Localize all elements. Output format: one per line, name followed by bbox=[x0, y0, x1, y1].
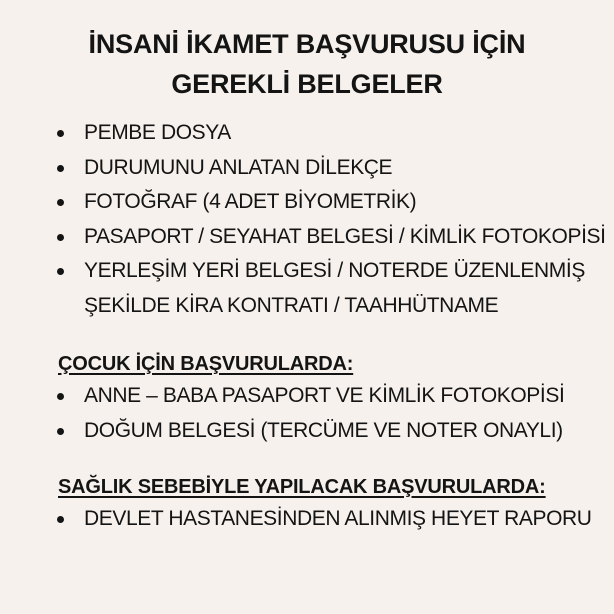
list-item-text: YERLEŞİM YERİ BELGESİ / NOTERDE ÜZENLENMİŞ ŞEKİLDE KİRA KONTRATI / TAAHHÜTNAME bbox=[84, 259, 585, 317]
health-documents-list bbox=[0, 502, 614, 537]
bullet-icon bbox=[57, 268, 64, 275]
bullet-icon bbox=[57, 165, 64, 172]
bullet-icon bbox=[57, 234, 64, 241]
child-section-heading: ÇOCUK İÇİN BAŞVURULARDA: bbox=[58, 353, 354, 375]
bullet-icon bbox=[57, 130, 64, 137]
list-item bbox=[0, 116, 614, 151]
list-item bbox=[0, 254, 614, 323]
list-item-text: DOĞUM BELGESİ (TERCÜME VE NOTER ONAYLI) bbox=[84, 418, 563, 442]
child-documents-list bbox=[0, 379, 614, 448]
required-documents-list bbox=[0, 116, 614, 323]
list-item-text: DEVLET HASTANESİNDEN ALINMIŞ HEYET RAPORU bbox=[84, 507, 592, 530]
health-section-heading: SAĞLIK SEBEBİYLE YAPILACAK BAŞVURULARDA: bbox=[58, 476, 546, 498]
list-item-text: PASAPORT / SEYAHAT BELGESİ / KİMLİK FOTOKOPİSİ bbox=[84, 224, 606, 248]
list-item-text: ANNE – BABA PASAPORT VE KİMLİK FOTOKOPİSİ bbox=[84, 384, 565, 407]
list-item-text: PEMBE DOSYA bbox=[84, 121, 231, 144]
bullet-icon bbox=[57, 516, 64, 523]
bullet-icon bbox=[57, 428, 64, 435]
list-item bbox=[0, 379, 614, 414]
list-item bbox=[0, 220, 614, 255]
list-item bbox=[0, 151, 614, 186]
title-line-1: İNSANİ İKAMET BAŞVURUSU İÇİN bbox=[88, 29, 526, 59]
title-line-2: GEREKLİ BELGELER bbox=[171, 69, 443, 99]
list-item-text: FOTOĞRAF (4 ADET BİYOMETRİK) bbox=[84, 190, 417, 213]
list-item bbox=[0, 502, 614, 537]
list-item-text: DURUMUNU ANLATAN DİLEKÇE bbox=[84, 155, 393, 179]
list-item bbox=[0, 414, 614, 449]
bullet-icon bbox=[57, 393, 64, 400]
document-title bbox=[0, 24, 614, 104]
bullet-icon bbox=[57, 199, 64, 206]
list-item bbox=[0, 185, 614, 220]
